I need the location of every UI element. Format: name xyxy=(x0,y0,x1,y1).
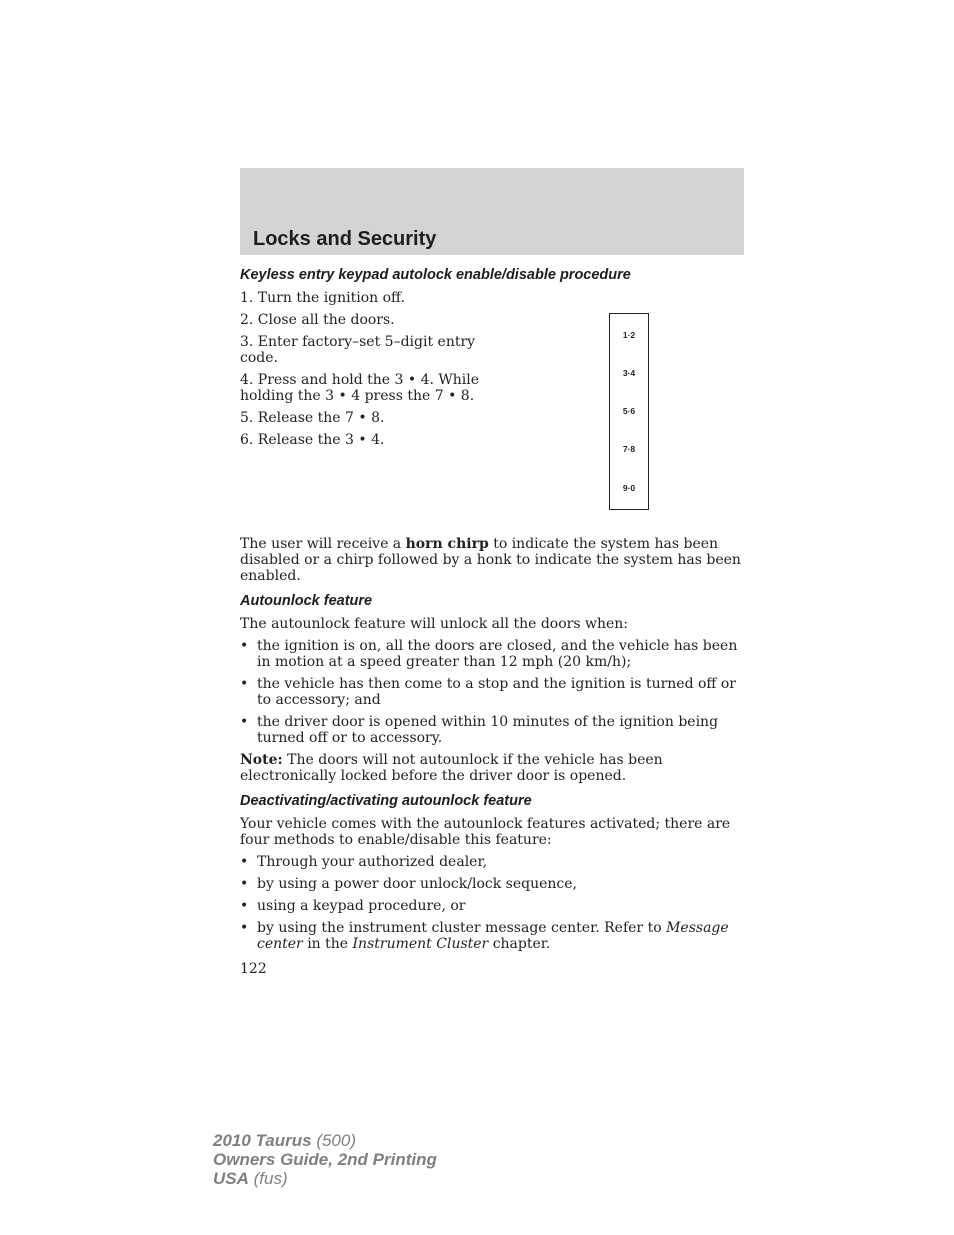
bullet-icon: • xyxy=(240,714,249,730)
deactivate-methods xyxy=(240,854,744,952)
chirp-text-after: to indicate the system has been disabled or a chirp followed by a honk to indicate the system has been enabled. xyxy=(240,536,741,584)
footer-market-code: (fus) xyxy=(248,1169,288,1188)
keypad-key-5-6: 5·6 xyxy=(622,406,636,416)
keypad-key-9-0: 9·0 xyxy=(622,483,636,493)
list-item-text: the driver door is opened within 10 minutes of the ignition being turned off or to accessory. xyxy=(257,714,719,746)
list-item xyxy=(240,898,744,914)
footer-line-1 xyxy=(213,1131,437,1150)
text-fragment: chapter. xyxy=(488,936,551,952)
section-title: Locks and Security xyxy=(253,228,437,250)
autounlock-conditions xyxy=(240,638,744,746)
step-item: 1. Turn the ignition off. xyxy=(240,290,405,306)
section-header-band xyxy=(240,168,744,255)
list-item-text: the ignition is on, all the doors are closed, and the vehicle has been in motion at a speed greater than 12 mph (20 km/h); xyxy=(257,638,738,670)
step-item: 5. Release the 7 • 8. xyxy=(240,410,385,426)
list-item xyxy=(240,714,744,746)
keypad-key-1-2: 1·2 xyxy=(622,330,636,340)
bullet-icon: • xyxy=(240,876,249,892)
bullet-icon: • xyxy=(240,638,249,654)
footer xyxy=(213,1131,437,1188)
keyless-heading: Keyless entry keypad autolock enable/disable procedure xyxy=(240,267,631,283)
list-item xyxy=(240,676,744,708)
step-item: 6. Release the 3 • 4. xyxy=(240,432,385,448)
deactivate-heading: Deactivating/activating autounlock feature xyxy=(240,793,532,809)
note-paragraph xyxy=(240,752,744,784)
chirp-text-before: The user will receive a xyxy=(240,536,406,552)
note-label: Note: xyxy=(240,752,283,768)
text-fragment: by using the instrument cluster message center. Refer to xyxy=(257,920,667,936)
list-item xyxy=(240,638,744,670)
page-number: 122 xyxy=(240,961,267,977)
list-item-text xyxy=(257,920,729,952)
keypad-key-7-8: 7·8 xyxy=(622,444,636,454)
page-content xyxy=(240,266,744,958)
autounlock-intro: The autounlock feature will unlock all the doors when: xyxy=(240,616,628,632)
list-item xyxy=(240,876,744,892)
step-item: 3. Enter factory–set 5–digit entry code. xyxy=(240,334,476,366)
footer-edition: Owners Guide, 2nd Printing xyxy=(213,1150,437,1169)
note-text: The doors will not autounlock if the vehicle has been electronically locked before the driver door is opened. xyxy=(240,752,663,784)
bullet-icon: • xyxy=(240,854,249,870)
chirp-paragraph xyxy=(240,536,744,584)
deactivate-intro: Your vehicle comes with the autounlock features activated; there are four methods to enable/disable this feature: xyxy=(240,816,731,848)
bullet-icon: • xyxy=(240,898,249,914)
step-item: 4. Press and hold the 3 • 4. While holding the 3 • 4 press the 7 • 8. xyxy=(240,372,480,404)
footer-line-3 xyxy=(213,1169,437,1188)
list-item-text: by using a power door unlock/lock sequence, xyxy=(257,876,577,892)
step-item: 2. Close all the doors. xyxy=(240,312,395,328)
footer-model: 2010 Taurus xyxy=(213,1131,312,1150)
message-center-reference: Message center xyxy=(257,920,729,952)
footer-line-2 xyxy=(213,1150,437,1169)
bullet-icon: • xyxy=(240,920,249,936)
list-item xyxy=(240,854,744,870)
autounlock-heading: Autounlock feature xyxy=(240,593,373,609)
list-item xyxy=(240,920,744,952)
list-item-text: using a keypad procedure, or xyxy=(257,898,466,914)
list-item-text: Through your authorized dealer, xyxy=(257,854,488,870)
instrument-cluster-reference: Instrument Cluster xyxy=(352,936,489,952)
keypad-key-3-4: 3·4 xyxy=(622,368,636,378)
text-fragment: in the xyxy=(302,936,353,952)
list-item-text: the vehicle has then come to a stop and the ignition is turned off or to accessory; and xyxy=(257,676,736,708)
steps-list xyxy=(240,290,490,448)
bullet-icon: • xyxy=(240,676,249,692)
footer-model-code: (500) xyxy=(311,1131,357,1150)
footer-market: USA xyxy=(213,1169,249,1188)
horn-chirp-term: horn chirp xyxy=(405,536,489,552)
